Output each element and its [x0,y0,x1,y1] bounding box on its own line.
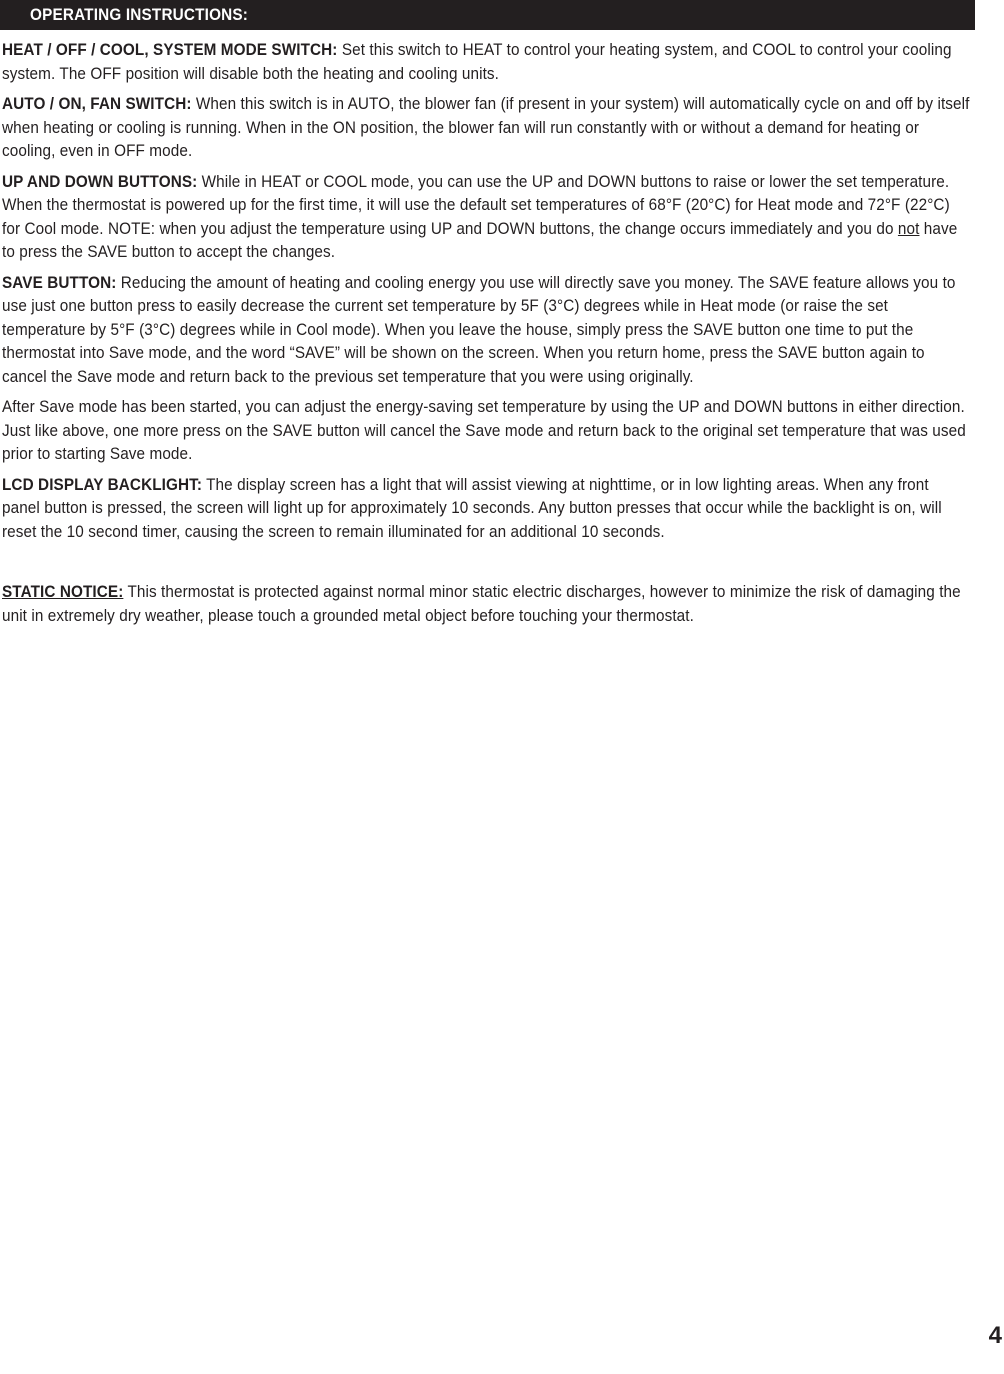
system-mode-paragraph [2,38,970,85]
static-notice-text: This thermostat is protected against normal minor static electric discharges, however to minimize the risk of damaging the unit in extremely dry weather, please touch a grounded metal object before touching your thermostat. [2,582,961,625]
fan-switch-heading: AUTO / ON, FAN SWITCH: [2,94,192,113]
up-down-heading: UP AND DOWN BUTTONS: [2,171,198,191]
up-down-text-end: have to press the SAVE button to accept the changes. [2,218,958,261]
system-mode-heading: HEAT / OFF / COOL, SYSTEM MODE SWITCH: [2,40,338,59]
instructions-body [2,38,972,634]
fan-switch-text: When this switch is in AUTO, the blower fan (if present in your system) will automatically cycle on and off by itself when heating or cooling is running. When in the ON position, the blower fan will run constantly with or without a demand for heating or cooling, even in OFF mode. [2,94,970,160]
fan-switch-paragraph [2,92,970,163]
section-title: OPERATING INSTRUCTIONS: [30,5,249,24]
static-notice-paragraph [2,580,970,627]
up-down-paragraph [2,170,970,264]
backlight-text: The display screen has a light that will assist viewing at nighttime, or in low lighting areas. When any front panel button is pressed, the screen will light up for approximately 10 seconds. Any button presses that occur while the backlight is on, will reset the 10 second timer, causing the screen to remain illuminated for an additional 10 seconds. [2,474,942,541]
save-button-text: Reducing the amount of heating and cooling energy you use will directly save you money. The SAVE feature allows you to use just one button press to easily decrease the current set temperature by 5F (3°C) degrees while in Heat mode (or raise the set temperature by 5°F (3°C) degrees while in Cool mode). When you leave the house, simply press the SAVE button one time to put the thermostat into Save mode, and the word “SAVE” will be shown on the screen. When you return home, press the SAVE button again to cancel the Save mode and return back to the previous set temperature that you were using originally. [2,272,956,386]
system-mode-text: Set this switch to HEAT to control your heating system, and COOL to control your cooling system. The OFF position will disable both the heating and cooling units. [2,40,952,83]
section-header-bar [0,0,975,30]
page-number: 4 [988,1322,1002,1349]
save-button-heading: SAVE BUTTON: [2,272,117,292]
save-mode-note-text: After Save mode has been started, you can adjust the energy-saving set temperature by using the UP and DOWN buttons in either direction. Just like above, one more press on the SAVE button will cancel the Save mode and return back to the original set temperature that was used prior to starting Save mode. [2,397,966,463]
section-spacer [2,550,972,580]
save-mode-note-paragraph [2,395,970,466]
up-down-text: While in HEAT or COOL mode, you can use the UP and DOWN buttons to raise or lower the set temperature. When the thermostat is powered up for the first time, it will use the default set temperatures of 68°F (20°C) for Heat mode and 72°F (22°C) for Cool mode. NOTE: when you adjust the temperature using UP and DOWN buttons, the change occurs immediately and you do [2,171,950,238]
up-down-emphasis: not [897,218,920,238]
static-notice-heading: STATIC NOTICE: [2,582,124,601]
backlight-heading: LCD DISPLAY BACKLIGHT: [2,474,203,494]
backlight-paragraph [2,473,970,544]
save-button-paragraph [2,271,970,389]
